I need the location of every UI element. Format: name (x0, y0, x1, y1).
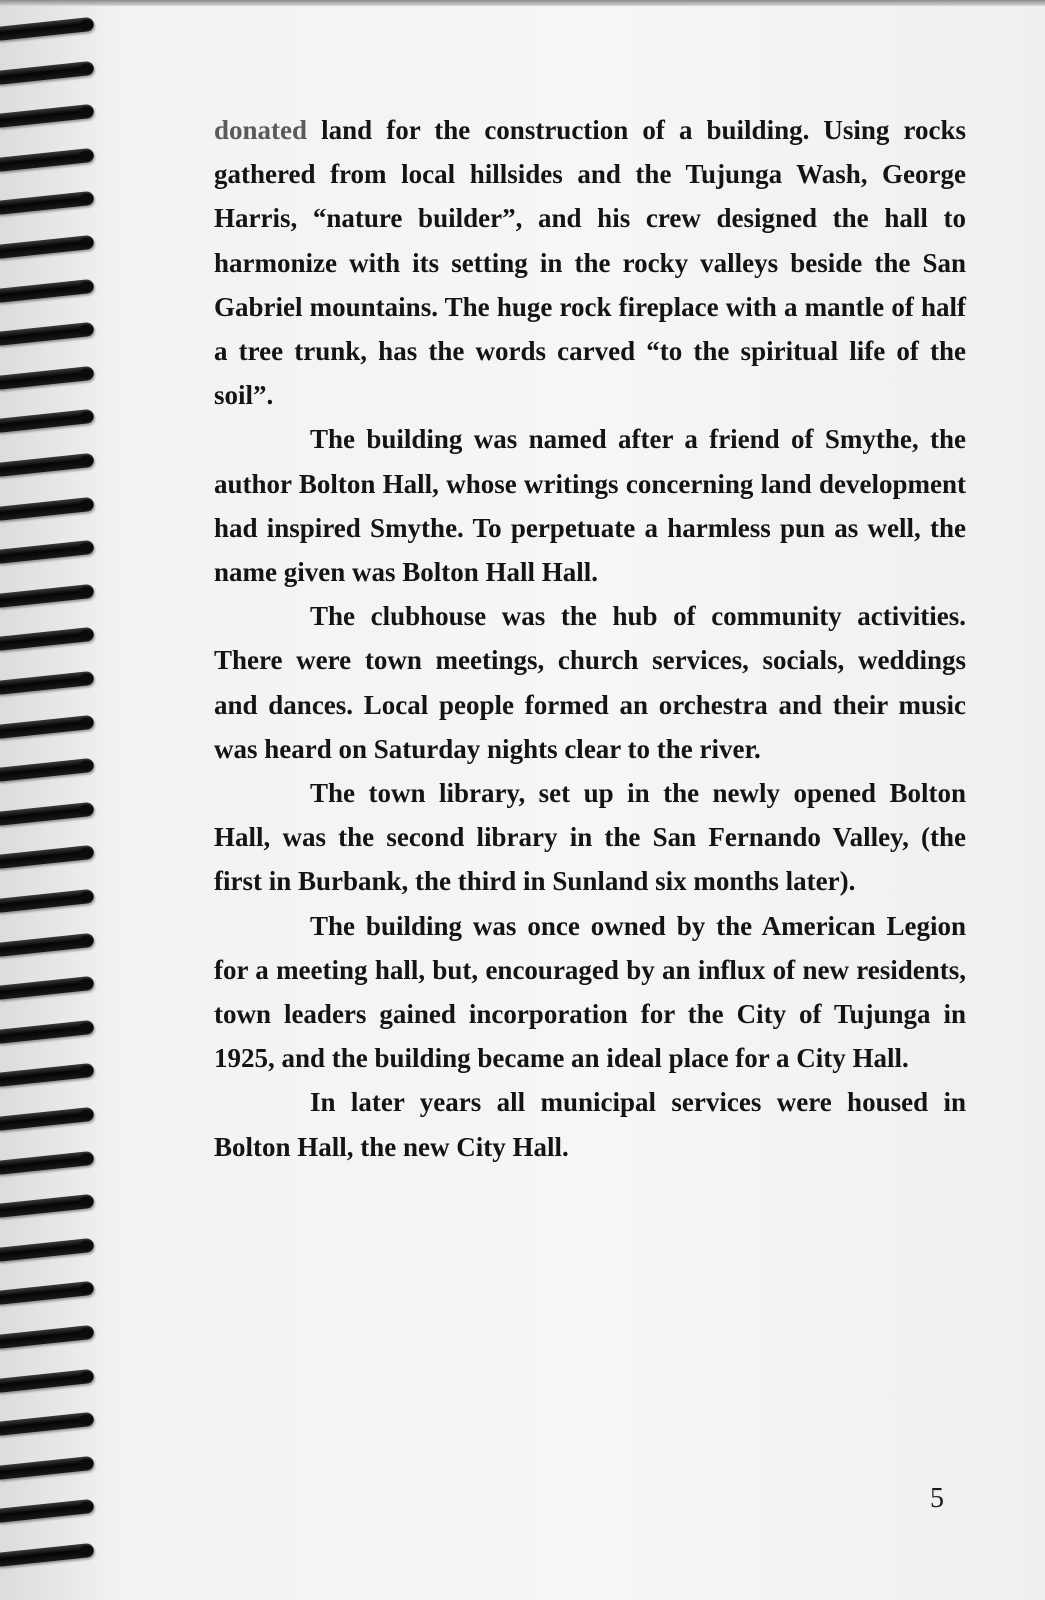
spiral-coil (0, 366, 94, 390)
spiral-coil (0, 802, 94, 826)
spiral-coil (0, 627, 94, 651)
spiral-coil (0, 278, 94, 302)
paragraph-1-text: land for the construction of a building. Using rocks gathered from local hillsides and the Tujunga Wash, George Harris, “nature builder”, and his crew designed the hall to harmonize with its setting in the rocky valleys beside the San Gabriel mountains. The huge rock fireplace with a mantle of half a tree trunk, has the words carved “to the spiritual life of the soil”. (214, 115, 966, 411)
page-number: 5 (930, 1483, 944, 1514)
paragraph-4: The town library, set up in the newly opened Bolton Hall, was the second library in the San Fernando Valley, (the first in Burbank, the third in Sunland six months later). (214, 778, 966, 897)
spiral-coil (0, 1238, 94, 1262)
spiral-coil (0, 584, 94, 608)
spiral-coil (0, 1412, 94, 1436)
spiral-coil (0, 714, 94, 738)
spiral-coil (0, 1281, 94, 1305)
spiral-coil (0, 17, 94, 41)
spiral-coil (0, 1020, 94, 1044)
spiral-coil (0, 1063, 94, 1087)
spiral-coil (0, 1543, 94, 1567)
spiral-coil (0, 1107, 94, 1131)
spiral-coil (0, 60, 94, 84)
spiral-coil (0, 1499, 94, 1523)
spiral-coil (0, 191, 94, 215)
spiral-coil (0, 758, 94, 782)
spiral-coil (0, 1194, 94, 1218)
spiral-coil (0, 104, 94, 128)
spiral-coil (0, 845, 94, 869)
body-text (214, 108, 966, 1169)
spiral-coil (0, 932, 94, 956)
page-top-edge (0, 0, 1045, 6)
paragraph-2: The building was named after a friend of Smythe, the author Bolton Hall, whose writings concerning land development had inspired Smythe. To perpetuate a harmless pun as well, the name given was Bolton Hall Hall. (214, 424, 966, 588)
spiral-binding (0, 0, 110, 1600)
paragraph-3: The clubhouse was the hub of community activities. There were town meetings, church services, socials, weddings and dances. Local people formed an orchestra and their music was heard on Saturday nights clear to the river. (214, 601, 966, 764)
spiral-coil (0, 889, 94, 913)
spiral-coil (0, 322, 94, 346)
paragraph-6: In later years all municipal services were housed in Bolton Hall, the new City Hall. (214, 1087, 966, 1162)
spiral-coil (0, 1325, 94, 1349)
spiral-coil (0, 148, 94, 172)
spiral-coil (0, 1150, 94, 1174)
paragraph-5: The building was once owned by the American Legion for a meeting hall, but, encouraged by an influx of new residents, town leaders gained incorporation for the City of Tujunga in 1925, and the building became an ideal place for a City Hall. (214, 910, 966, 1074)
spiral-coil (0, 671, 94, 695)
spiral-coil (0, 235, 94, 259)
spiral-coil (0, 409, 94, 433)
spiral-coil (0, 1368, 94, 1392)
spiral-coil (0, 496, 94, 520)
spiral-coil (0, 976, 94, 1000)
paragraph-1 (214, 108, 966, 417)
spiral-coil (0, 540, 94, 564)
paragraph-1-faded-word: donated (214, 115, 308, 145)
spiral-coil (0, 1456, 94, 1480)
spiral-coil (0, 453, 94, 477)
